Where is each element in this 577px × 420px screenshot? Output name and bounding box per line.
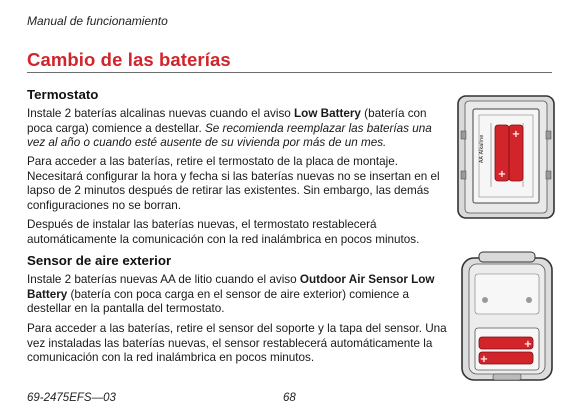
running-header: Manual de funcionamiento [27, 14, 168, 28]
document-code: 69-2475EFS—03 [27, 392, 116, 404]
thermostat-heading: Termostato [27, 87, 99, 102]
thermostat-paragraph-1: Instale 2 baterías alcalinas nuevas cuando el aviso Low Battery (batería con poca carga) comience a destellar. Se recomienda reemplazar las baterías una vez al año o cuando esté ausente de su vivienda por más de un mes. [27, 107, 432, 150]
svg-text:+: + [497, 169, 507, 180]
sensor-heading: Sensor de aire exterior [27, 253, 172, 268]
section-title: Cambio de las baterías [27, 49, 231, 70]
thermostat-paragraph-2: Para acceder a las baterías, retire el termostato de la placa de montaje. Necesitará configurar la hora y fecha si las baterías nuevas no se insertan en el lapso de 2 minutos después de retirar las existentes. Sin embargo, las demás configuraciones no se borran. [27, 155, 440, 212]
thermostat-paragraph-3: Después de instalar las baterías nuevas, el termostato restablecerá automáticamente la comunicación con la red inalámbrica en pocos minutos. [27, 218, 420, 246]
sensor-paragraph-1: Instale 2 baterías nuevas AA de litio cuando el aviso Outdoor Air Sensor Low Battery (batería con poca carga en el sensor de aire exterior) comience a destellar en la pantalla del termostato. [27, 273, 435, 316]
recommendation-note: Se recomienda reemplazar las baterías una vez al año o cuando esté ausente de su vivienda por más de un mes. [27, 121, 432, 150]
page-number: 68 [283, 392, 296, 404]
sensor-battery-illustration [457, 250, 557, 386]
sensor-paragraph-2: Para acceder a las baterías, retire el sensor del soporte y la tapa del sensor. Una vez instaladas las baterías nuevas, el sensor restablecerá automáticamente la comunicación con la red inalámbrica en pocos minutos. [27, 322, 447, 365]
thermostat-battery-illustration [457, 95, 557, 223]
battery-type-label: AA Alkaline [479, 134, 485, 163]
low-battery-term: Low Battery [294, 107, 361, 120]
svg-text:+: + [511, 129, 521, 140]
svg-text:+: + [479, 354, 489, 365]
outdoor-sensor-low-battery-term: Outdoor Air Sensor Low Battery [27, 273, 435, 301]
svg-text:+: + [523, 339, 533, 350]
title-divider [27, 72, 552, 73]
